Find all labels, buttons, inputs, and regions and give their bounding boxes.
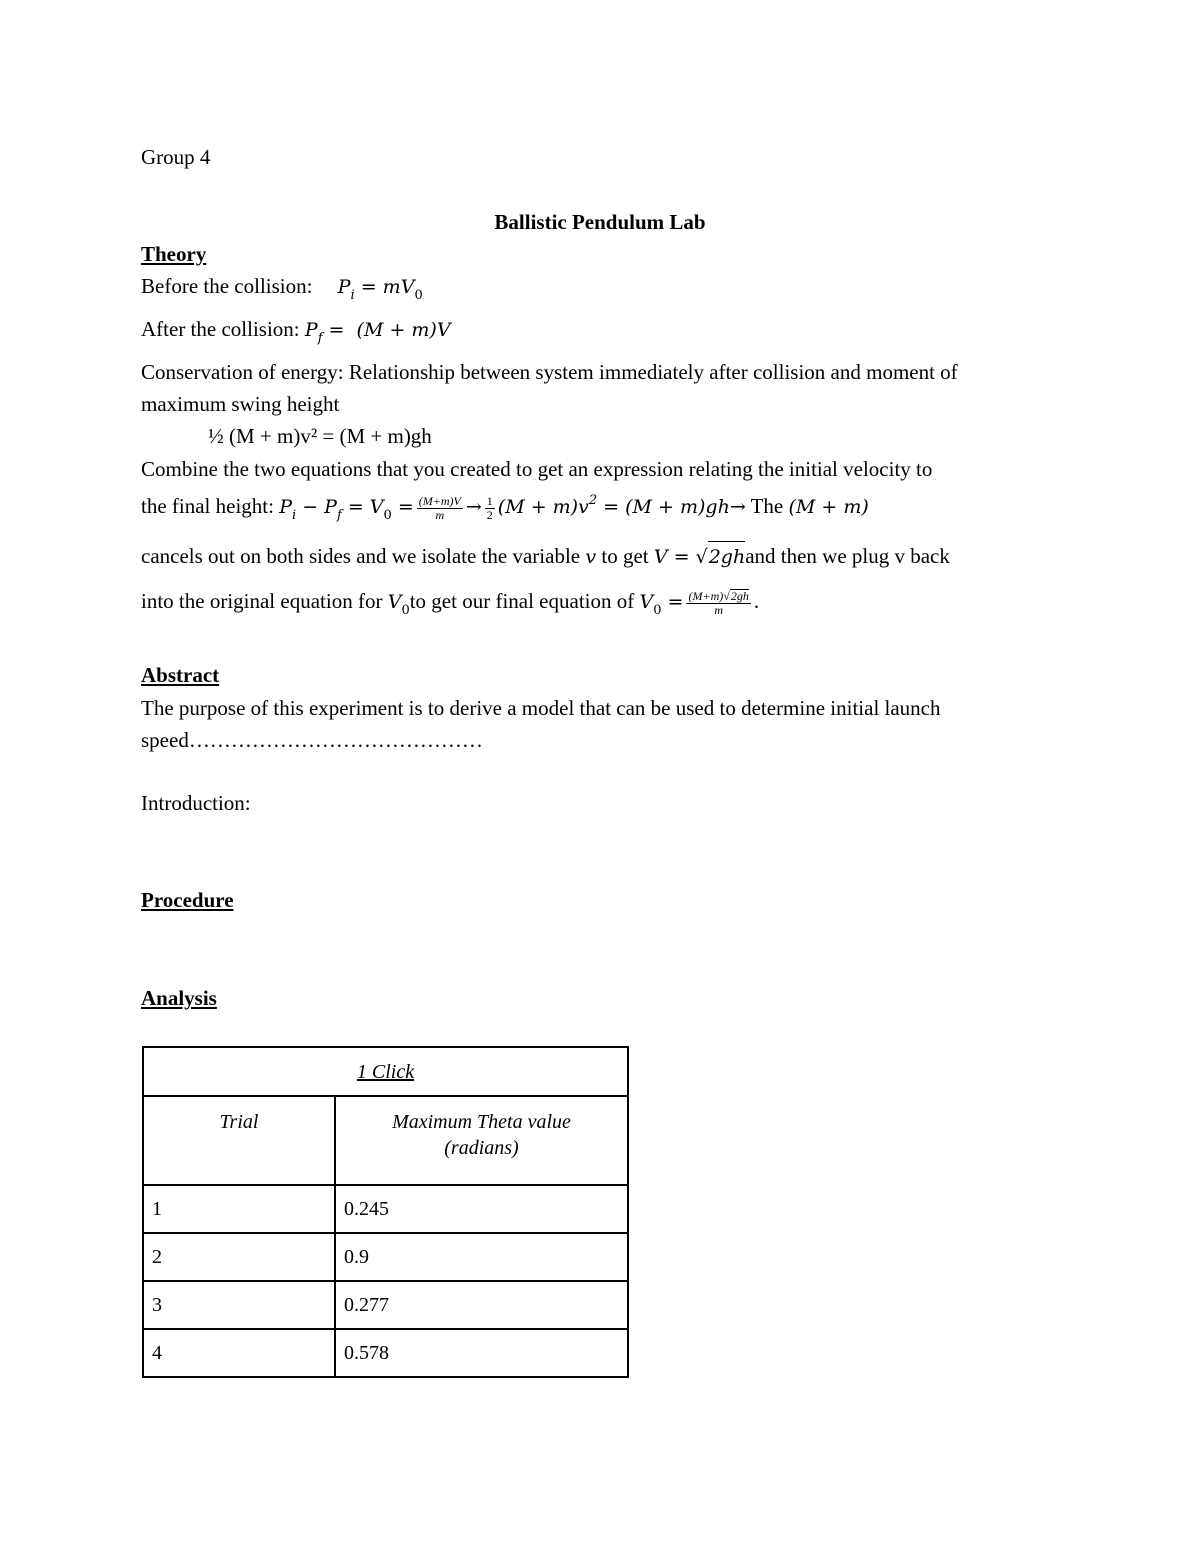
trials-table bbox=[142, 1046, 629, 1378]
combine-line3-a: cancels out on both sides and we isolate the variable bbox=[141, 544, 581, 568]
fraction-mass-velocity: $\frac{(M+m)V}{m}$ bbox=[418, 493, 461, 522]
trial-cell: 3 bbox=[143, 1281, 335, 1329]
combine-line4-b: to get our final equation of bbox=[409, 589, 635, 613]
combine-line4-a: into the original equation for bbox=[141, 589, 383, 613]
combine-text-line2 bbox=[141, 490, 869, 527]
before-collision-label: Before the collision: bbox=[141, 274, 313, 298]
fraction-final: $\frac{(M+m)√2gh}{m}$ bbox=[688, 589, 749, 618]
combine-line2-suffix: The bbox=[750, 494, 784, 518]
combine-text-line1: Combine the two equations that you created to get an expression relating the initial velocity to bbox=[141, 457, 933, 481]
energy-text-line1: Conservation of energy: Relationship between system immediately after collision and moment of bbox=[141, 360, 958, 384]
procedure-heading: Procedure bbox=[141, 888, 234, 912]
arrow-glyph: → bbox=[465, 496, 482, 518]
table-row bbox=[143, 1185, 628, 1233]
theta-cell: 0.277 bbox=[335, 1281, 628, 1329]
theta-cell: 0.245 bbox=[335, 1185, 628, 1233]
mass-sum-expression: (M + m) bbox=[788, 496, 869, 518]
table-row bbox=[143, 1233, 628, 1281]
fraction-half: $\frac{1}{2}$ bbox=[486, 493, 493, 522]
abstract-heading: Abstract bbox=[141, 663, 220, 687]
after-collision-line bbox=[141, 313, 451, 350]
introduction-label: Introduction: bbox=[141, 791, 251, 815]
header-theta-line1: Maximum Theta value bbox=[392, 1111, 571, 1133]
header-trial: Trial bbox=[143, 1096, 335, 1185]
energy-text-line2: maximum swing height bbox=[141, 392, 340, 416]
trial-cell: 1 bbox=[143, 1185, 335, 1233]
header-theta bbox=[335, 1096, 628, 1185]
combine-line2-prefix: the final height: bbox=[141, 494, 274, 518]
table-caption: 1 Click bbox=[143, 1047, 628, 1096]
final-v0-equation: $V_0$ = bbox=[639, 591, 684, 618]
theta-cell: 0.9 bbox=[335, 1233, 628, 1281]
energy-equation: ½ (M + m)v² = (M + m)gh bbox=[208, 424, 432, 448]
energy-substitution-equation: $(M + m)v^2 = (M + m)gh$ bbox=[497, 493, 730, 518]
variable-v: v bbox=[585, 546, 597, 568]
after-collision-equation: $P_f = (M + m)V$ bbox=[304, 319, 451, 346]
theory-heading: Theory bbox=[141, 242, 207, 266]
arrow-glyph-2: → bbox=[729, 496, 746, 518]
before-collision-line bbox=[141, 270, 423, 307]
document-title: Ballistic Pendulum Lab bbox=[494, 210, 706, 234]
table-header-row bbox=[143, 1096, 628, 1185]
combine-text-line3 bbox=[141, 540, 950, 574]
velocity-sqrt-equation: V = √2gh bbox=[654, 546, 745, 568]
momentum-difference-equation: $P_i - P_f = V_0$ = bbox=[279, 496, 414, 523]
table-row bbox=[143, 1329, 628, 1377]
after-collision-label: After the collision: bbox=[141, 317, 300, 341]
group-label: Group 4 bbox=[141, 145, 211, 169]
theta-cell: 0.578 bbox=[335, 1329, 628, 1377]
before-collision-equation: $P_i = mV_0$ bbox=[337, 276, 423, 303]
combine-text-line4: into the original equation for $V_0to$ get our final equation of $V_0$ = $\frac{(M+m)√2gh}{m}$ . bbox=[141, 589, 760, 618]
trial-cell: 4 bbox=[143, 1329, 335, 1377]
v0-symbol: $V_0$ bbox=[387, 591, 410, 618]
table-caption-row bbox=[143, 1047, 628, 1096]
combine-line3-c: and then we plug v back bbox=[745, 544, 950, 568]
header-theta-line2: (radians) bbox=[444, 1137, 519, 1159]
combine-line3-b: to get bbox=[601, 544, 649, 568]
trial-cell: 2 bbox=[143, 1233, 335, 1281]
table-row bbox=[143, 1281, 628, 1329]
abstract-line2: speed…………………………………… bbox=[141, 728, 483, 752]
analysis-heading: Analysis bbox=[141, 986, 217, 1010]
abstract-line1: The purpose of this experiment is to derive a model that can be used to determine initial launch bbox=[141, 696, 941, 720]
